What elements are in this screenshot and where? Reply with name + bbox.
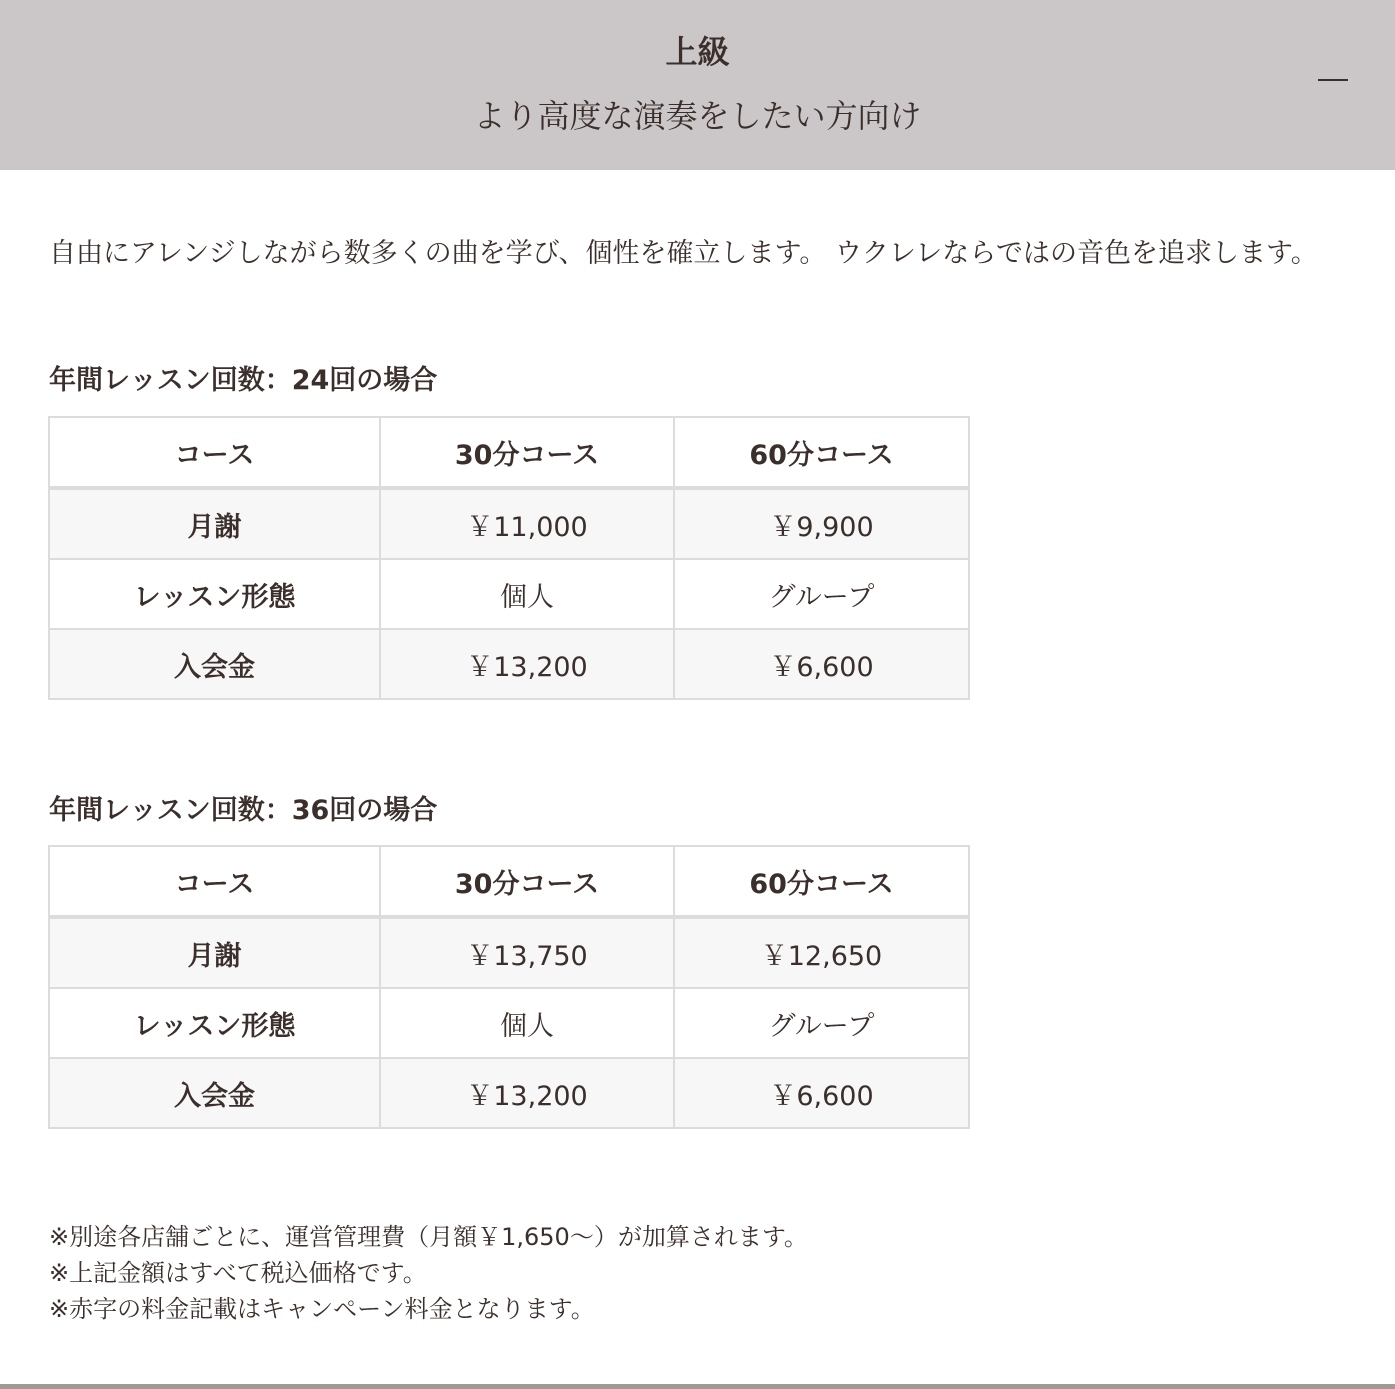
cell-lesson-type-60min: グループ — [674, 559, 969, 629]
course-level-subtitle: より高度な演奏をしたい方向け — [473, 97, 922, 135]
column-header-course: コース — [49, 417, 380, 488]
note-campaign-price: ※赤字の料金記載はキャンペーン料金となります。 — [49, 1295, 595, 1323]
cell-monthly-fee-30min: ￥13,750 — [380, 917, 674, 988]
bottom-divider — [0, 1384, 1395, 1389]
course-level-title: 上級 — [665, 33, 730, 71]
column-header-60min: 60分コース — [674, 417, 969, 488]
column-header-course: コース — [49, 846, 380, 917]
row-label-monthly-fee: 月謝 — [49, 488, 380, 559]
notes-list — [49, 1219, 808, 1327]
row-label-enrollment-fee: 入会金 — [49, 1058, 380, 1128]
table-row-lesson-type — [49, 988, 969, 1058]
cell-enrollment-fee-30min: ￥13,200 — [380, 1058, 674, 1128]
row-label-lesson-type: レッスン形態 — [49, 988, 380, 1058]
table-header-row — [49, 417, 969, 488]
cell-enrollment-fee-60min: ￥6,600 — [674, 629, 969, 699]
note-management-fee: ※別途各店舗ごとに、運営管理費（月額￥1,650〜）が加算されます。 — [49, 1223, 808, 1251]
cell-enrollment-fee-30min: ￥13,200 — [380, 629, 674, 699]
price-table-36-lessons — [48, 845, 970, 1129]
cell-monthly-fee-30min: ￥11,000 — [380, 488, 674, 559]
row-label-monthly-fee: 月謝 — [49, 917, 380, 988]
column-header-30min: 30分コース — [380, 417, 674, 488]
cell-monthly-fee-60min: ￥12,650 — [674, 917, 969, 988]
row-label-enrollment-fee: 入会金 — [49, 629, 380, 699]
cell-enrollment-fee-60min: ￥6,600 — [674, 1058, 969, 1128]
accordion-header-advanced[interactable] — [0, 0, 1395, 170]
course-description: 自由にアレンジしながら数多くの曲を学び、個性を確立します。 ウクレレならではの音色を追求します。 — [49, 238, 1318, 269]
cell-lesson-type-60min: グループ — [674, 988, 969, 1058]
table-header-row — [49, 846, 969, 917]
table-row-enrollment-fee — [49, 1058, 969, 1128]
row-label-lesson-type: レッスン形態 — [49, 559, 380, 629]
note-tax-included: ※上記金額はすべて税込価格です。 — [49, 1259, 427, 1287]
table-row-monthly-fee — [49, 488, 969, 559]
cell-lesson-type-30min: 個人 — [380, 988, 674, 1058]
collapse-minus-icon[interactable] — [1318, 79, 1348, 81]
price-table-24-lessons — [48, 416, 970, 700]
table-row-lesson-type — [49, 559, 969, 629]
column-header-60min: 60分コース — [674, 846, 969, 917]
column-header-30min: 30分コース — [380, 846, 674, 917]
table-row-enrollment-fee — [49, 629, 969, 699]
table-row-monthly-fee — [49, 917, 969, 988]
cell-lesson-type-30min: 個人 — [380, 559, 674, 629]
cell-monthly-fee-60min: ￥9,900 — [674, 488, 969, 559]
section-heading-24-lessons: 年間レッスン回数：24回の場合 — [49, 365, 438, 396]
section-heading-36-lessons: 年間レッスン回数：36回の場合 — [49, 795, 438, 826]
